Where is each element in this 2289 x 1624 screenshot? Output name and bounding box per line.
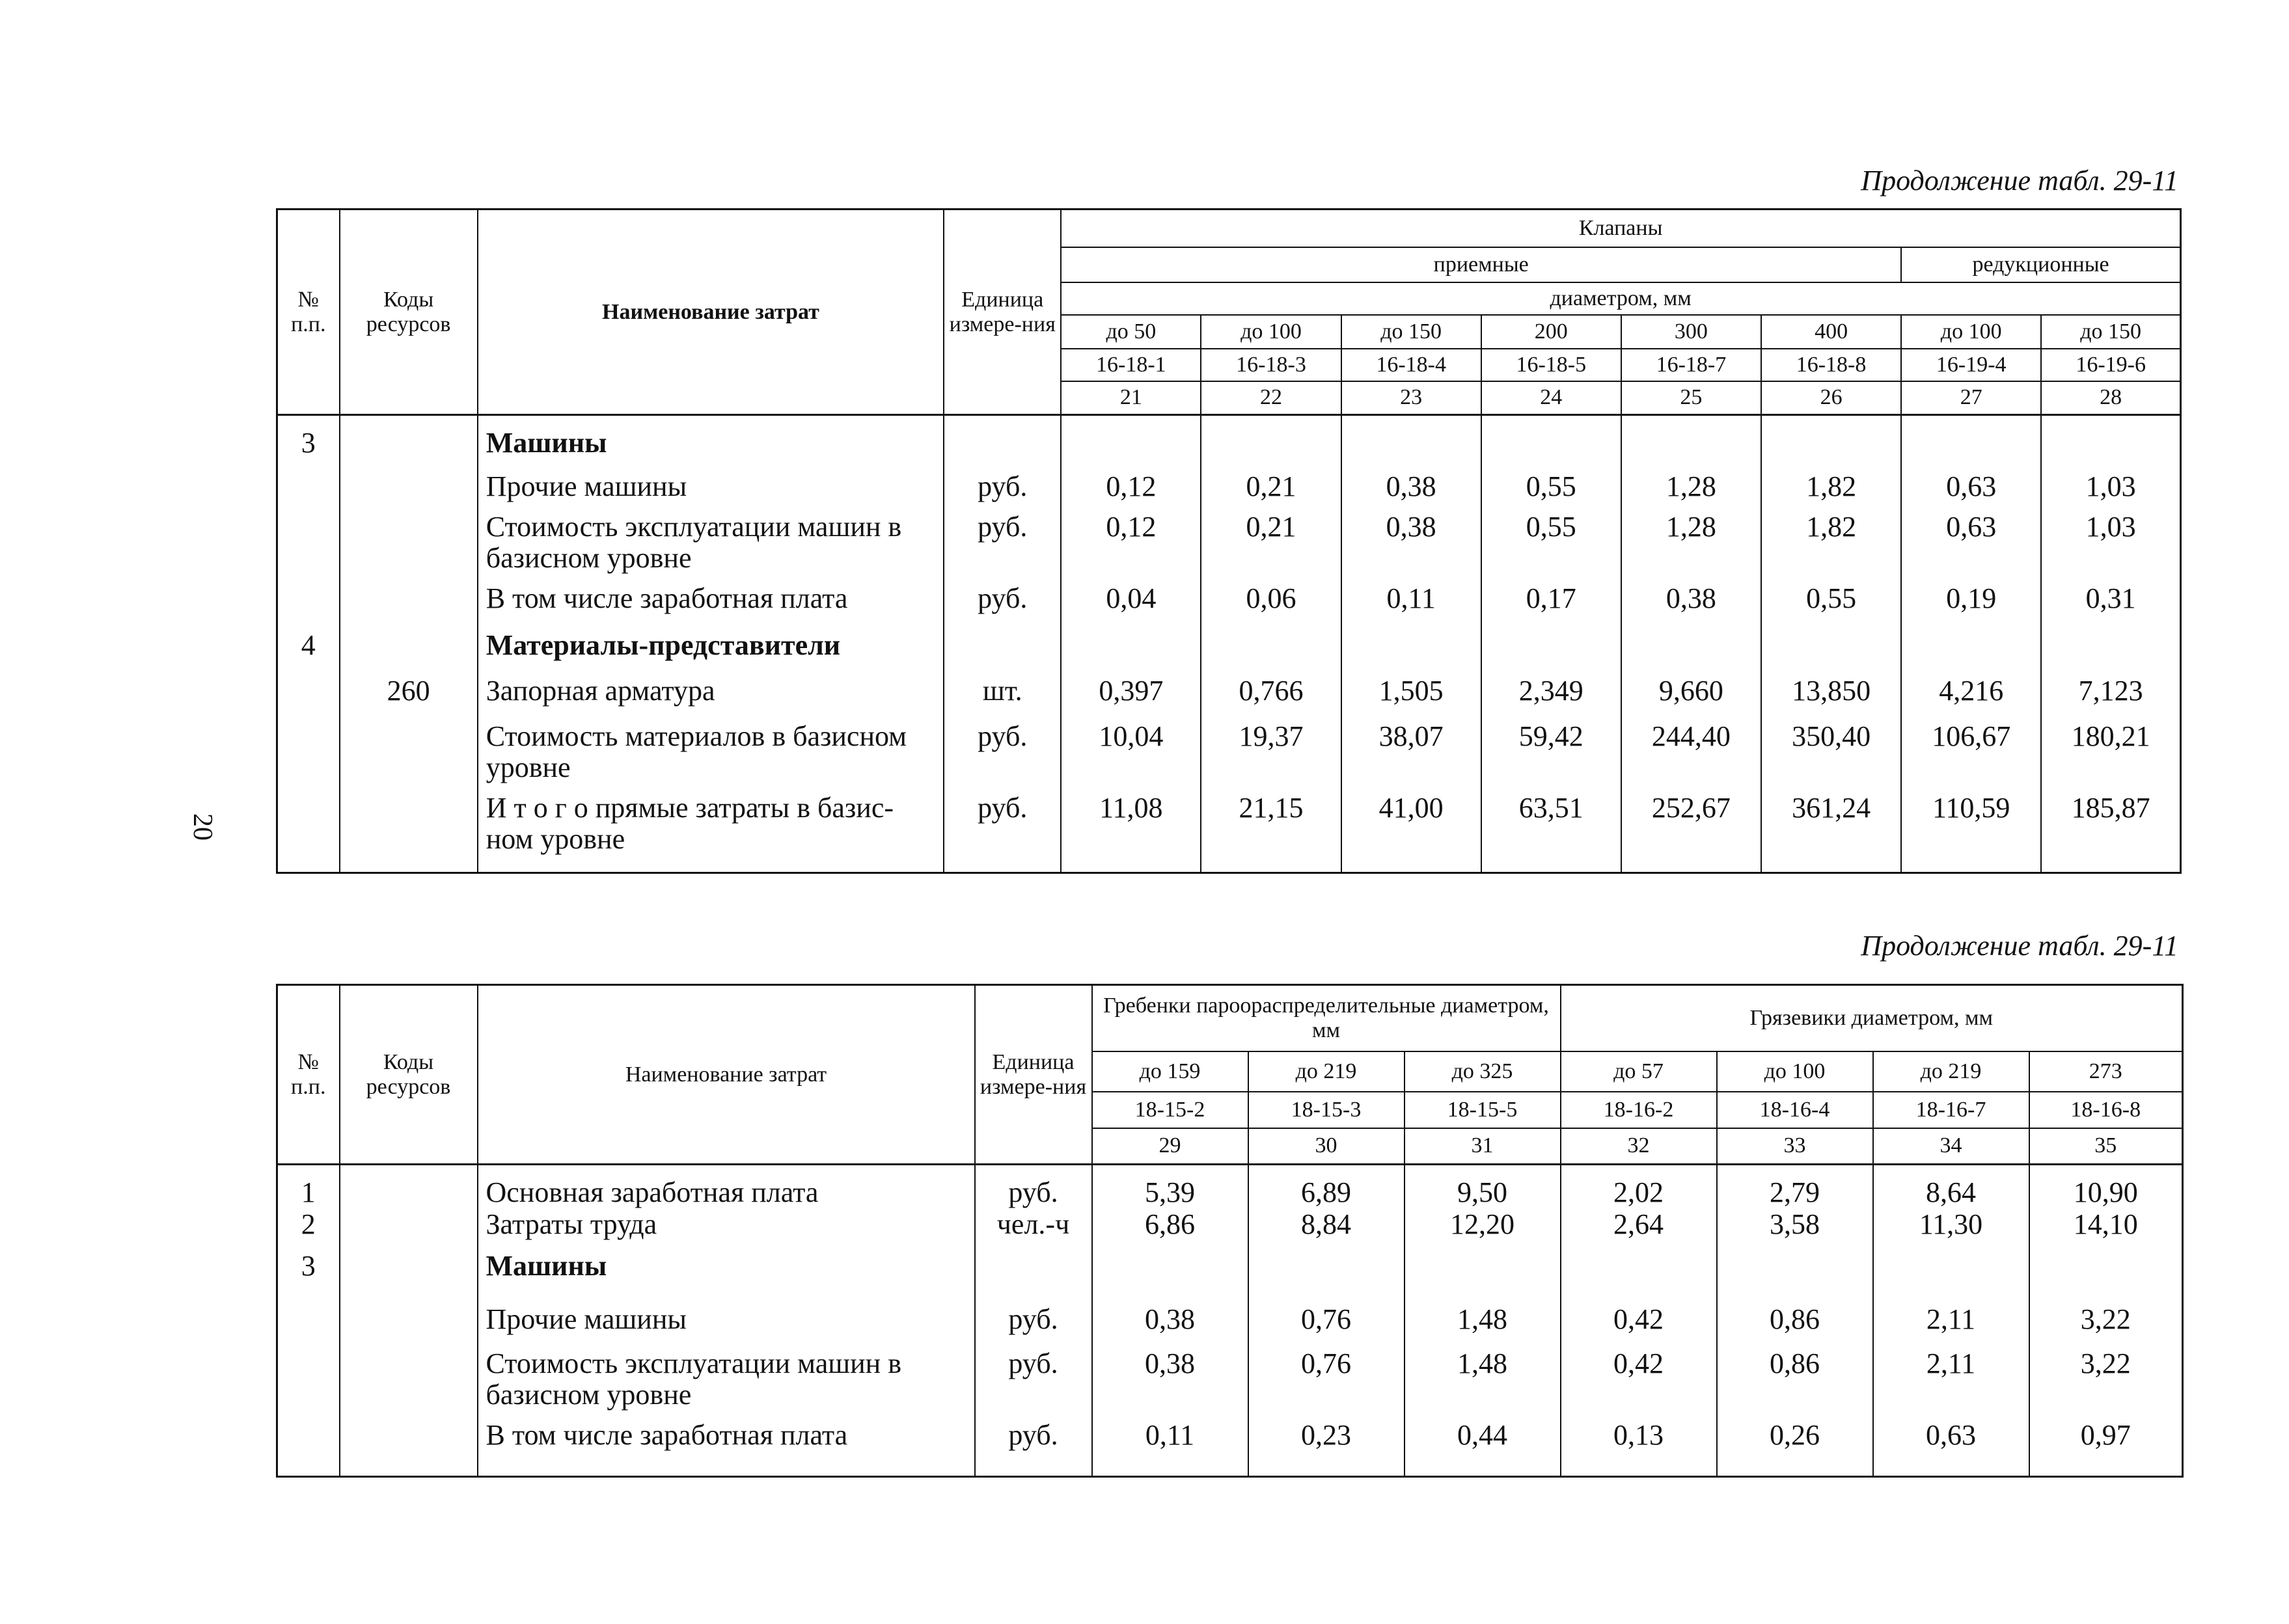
value-cell: 9,50 — [1405, 1165, 1561, 1209]
value-cell: 11,08 — [1061, 792, 1201, 873]
value-cell: 0,86 — [1717, 1304, 1873, 1348]
header-colnum-cell: 30 — [1248, 1128, 1405, 1165]
cost-name: Стоимость эксплуатации машин в базисном уровне — [478, 1348, 975, 1420]
value-cell: 2,11 — [1873, 1304, 2029, 1348]
row-number: 3 — [277, 1251, 340, 1304]
header-codes: Коды ресурсов — [340, 985, 478, 1165]
header-code-cell: 16-18-1 — [1061, 349, 1201, 381]
value-cell: 0,11 — [1341, 583, 1481, 630]
header-code-cell: 16-18-8 — [1761, 349, 1901, 381]
value-cell: 6,89 — [1248, 1165, 1405, 1209]
row-number — [277, 511, 340, 583]
header-code-cell: 18-16-4 — [1717, 1092, 1873, 1128]
header-size-cell: 400 — [1761, 315, 1901, 349]
value-cell: 0,44 — [1405, 1420, 1561, 1477]
resource-code — [340, 1165, 478, 1209]
value-cell: 0,42 — [1561, 1304, 1717, 1348]
header-colnum-cell: 22 — [1201, 381, 1341, 415]
value-cell: 106,67 — [1901, 721, 2041, 792]
header-sub-priemnye: приемные — [1061, 247, 1901, 282]
unit-of-measure: руб. — [944, 471, 1061, 511]
header-size-cell: до 159 — [1092, 1051, 1248, 1092]
value-cell: 1,82 — [1761, 511, 1901, 583]
value-cell: 41,00 — [1341, 792, 1481, 873]
cost-name: И т о г о прямые затраты в базис-ном уровне — [478, 792, 944, 873]
value-cell: 185,87 — [2041, 792, 2180, 873]
value-cell: 6,86 — [1092, 1209, 1248, 1251]
value-cell: 21,15 — [1201, 792, 1341, 873]
value-cell — [1405, 1251, 1561, 1304]
header-unit: Единица измере-ния — [944, 210, 1061, 415]
resource-code — [340, 792, 478, 873]
value-cell — [1561, 1251, 1717, 1304]
value-cell: 11,30 — [1873, 1209, 2029, 1251]
value-cell — [1341, 415, 1481, 471]
header-colnum-cell: 29 — [1092, 1128, 1248, 1165]
table-row — [277, 415, 2181, 471]
value-cell: 0,19 — [1901, 583, 2041, 630]
value-cell — [1901, 630, 2041, 675]
resource-code — [340, 415, 478, 471]
header-group-gryazeviki: Грязевики диаметром, мм — [1561, 985, 2183, 1051]
table-row — [277, 1165, 2183, 1209]
header-code-cell: 16-19-4 — [1901, 349, 2041, 381]
resource-code — [340, 471, 478, 511]
header-size-cell: 200 — [1481, 315, 1621, 349]
value-cell: 0,55 — [1481, 471, 1621, 511]
header-colnum-cell: 24 — [1481, 381, 1621, 415]
row-number: 2 — [277, 1209, 340, 1251]
value-cell — [1621, 630, 1761, 675]
value-cell: 10,04 — [1061, 721, 1201, 792]
header-size-cell: до 219 — [1873, 1051, 2029, 1092]
unit-of-measure: руб. — [944, 583, 1061, 630]
value-cell: 0,63 — [1901, 471, 2041, 511]
header-colnum-cell: 23 — [1341, 381, 1481, 415]
header-diameter: диаметром, мм — [1061, 282, 2180, 315]
value-cell: 0,38 — [1621, 583, 1761, 630]
row-number — [277, 1348, 340, 1420]
resource-code — [340, 1209, 478, 1251]
header-size-cell: до 150 — [2041, 315, 2180, 349]
value-cell — [1201, 415, 1341, 471]
header-code-cell: 18-16-8 — [2029, 1092, 2183, 1128]
resource-code — [340, 1304, 478, 1348]
value-cell: 1,03 — [2041, 471, 2180, 511]
header-colnum-cell: 33 — [1717, 1128, 1873, 1165]
header-colnum-cell: 27 — [1901, 381, 2041, 415]
table1-header — [277, 210, 2181, 415]
value-cell: 5,39 — [1092, 1165, 1248, 1209]
value-cell: 0,26 — [1717, 1420, 1873, 1477]
row-number — [277, 583, 340, 630]
unit-of-measure: руб. — [975, 1348, 1092, 1420]
header-code-cell: 16-19-6 — [2041, 349, 2180, 381]
cost-name: Материалы-представители — [478, 630, 944, 675]
cost-name: Машины — [478, 415, 944, 471]
row-number — [277, 721, 340, 792]
value-cell: 1,28 — [1621, 471, 1761, 511]
cost-name: Затраты труда — [478, 1209, 975, 1251]
value-cell: 0,63 — [1873, 1420, 2029, 1477]
value-cell: 1,48 — [1405, 1348, 1561, 1420]
value-cell — [1092, 1251, 1248, 1304]
value-cell — [1248, 1251, 1405, 1304]
cost-name: Запорная арматура — [478, 675, 944, 721]
value-cell — [1201, 630, 1341, 675]
unit-of-measure — [975, 1251, 1092, 1304]
unit-of-measure: чел.-ч — [975, 1209, 1092, 1251]
cost-name: Стоимость материалов в базисном уровне — [478, 721, 944, 792]
value-cell: 7,123 — [2041, 675, 2180, 721]
value-cell: 0,55 — [1761, 583, 1901, 630]
unit-of-measure: руб. — [975, 1420, 1092, 1477]
value-cell: 4,216 — [1901, 675, 2041, 721]
row-number: 4 — [277, 630, 340, 675]
page-number: 20 — [187, 813, 217, 841]
value-cell: 0,06 — [1201, 583, 1341, 630]
header-size-cell: 300 — [1621, 315, 1761, 349]
value-cell: 244,40 — [1621, 721, 1761, 792]
table-row — [277, 792, 2181, 873]
value-cell — [1873, 1251, 2029, 1304]
value-cell: 8,64 — [1873, 1165, 2029, 1209]
value-cell — [1341, 630, 1481, 675]
value-cell — [2029, 1251, 2183, 1304]
header-colnum-cell: 35 — [2029, 1128, 2183, 1165]
table-row — [277, 583, 2181, 630]
table1-caption: Продолжение табл. 29-11 — [1861, 165, 2178, 196]
header-name: Наименование затрат — [478, 985, 975, 1165]
value-cell — [1761, 415, 1901, 471]
value-cell: 0,766 — [1201, 675, 1341, 721]
value-cell: 0,38 — [1341, 471, 1481, 511]
unit-of-measure: руб. — [944, 721, 1061, 792]
value-cell — [1621, 415, 1761, 471]
header-code-cell: 16-18-3 — [1201, 349, 1341, 381]
value-cell: 0,55 — [1481, 511, 1621, 583]
value-cell: 0,76 — [1248, 1304, 1405, 1348]
value-cell — [1481, 630, 1621, 675]
resource-code — [340, 630, 478, 675]
value-cell — [1761, 630, 1901, 675]
header-code-cell: 18-16-7 — [1873, 1092, 2029, 1128]
unit-of-measure — [944, 415, 1061, 471]
value-cell: 13,850 — [1761, 675, 1901, 721]
value-cell: 59,42 — [1481, 721, 1621, 792]
cost-name: Машины — [478, 1251, 975, 1304]
value-cell: 38,07 — [1341, 721, 1481, 792]
unit-of-measure: шт. — [944, 675, 1061, 721]
value-cell: 0,397 — [1061, 675, 1201, 721]
value-cell: 0,12 — [1061, 511, 1201, 583]
header-code-cell: 18-15-2 — [1092, 1092, 1248, 1128]
table-row — [277, 1251, 2183, 1304]
cost-name: Прочие машины — [478, 1304, 975, 1348]
value-cell — [1901, 415, 2041, 471]
resource-code: 260 — [340, 675, 478, 721]
value-cell — [1061, 630, 1201, 675]
value-cell: 1,03 — [2041, 511, 2180, 583]
cost-name: Стоимость эксплуатации машин в базисном уровне — [478, 511, 944, 583]
header-group: Клапаны — [1061, 210, 2180, 247]
value-cell: 12,20 — [1405, 1209, 1561, 1251]
header-size-cell: до 219 — [1248, 1051, 1405, 1092]
header-colnum-cell: 21 — [1061, 381, 1201, 415]
unit-of-measure: руб. — [975, 1304, 1092, 1348]
resource-code — [340, 1348, 478, 1420]
table-row — [277, 1348, 2183, 1420]
header-size-cell: 273 — [2029, 1051, 2183, 1092]
header-code-cell: 16-18-7 — [1621, 349, 1761, 381]
header-codes: Коды ресурсов — [340, 210, 478, 415]
value-cell: 2,02 — [1561, 1165, 1717, 1209]
value-cell: 10,90 — [2029, 1165, 2183, 1209]
table2-caption: Продолжение табл. 29-11 — [1861, 930, 2178, 962]
value-cell — [1481, 415, 1621, 471]
value-cell: 1,28 — [1621, 511, 1761, 583]
value-cell: 1,48 — [1405, 1304, 1561, 1348]
cost-name: В том числе заработная плата — [478, 1420, 975, 1477]
value-cell: 0,23 — [1248, 1420, 1405, 1477]
header-num: № п.п. — [277, 985, 340, 1165]
table-row — [277, 630, 2181, 675]
row-number — [277, 1420, 340, 1477]
cost-table-1 — [276, 208, 2182, 874]
value-cell: 0,76 — [1248, 1348, 1405, 1420]
resource-code — [340, 721, 478, 792]
cost-name: Прочие машины — [478, 471, 944, 511]
value-cell: 361,24 — [1761, 792, 1901, 873]
row-number: 1 — [277, 1165, 340, 1209]
header-unit: Единица измере-ния — [975, 985, 1092, 1165]
cost-table-2 — [276, 984, 2184, 1478]
value-cell: 2,79 — [1717, 1165, 1873, 1209]
value-cell: 1,505 — [1341, 675, 1481, 721]
header-size-cell: до 50 — [1061, 315, 1201, 349]
value-cell: 63,51 — [1481, 792, 1621, 873]
value-cell — [2041, 630, 2180, 675]
value-cell: 8,84 — [1248, 1209, 1405, 1251]
header-colnum-cell: 28 — [2041, 381, 2180, 415]
table2-body — [277, 1165, 2183, 1477]
header-colnum-cell: 26 — [1761, 381, 1901, 415]
value-cell: 350,40 — [1761, 721, 1901, 792]
resource-code — [340, 1251, 478, 1304]
value-cell — [1061, 415, 1201, 471]
header-code-cell: 18-15-3 — [1248, 1092, 1405, 1128]
unit-of-measure: руб. — [975, 1165, 1092, 1209]
header-size-cell: до 100 — [1901, 315, 2041, 349]
header-group-grebenki: Гребенки пароораспределительные диаметром, мм — [1092, 985, 1561, 1051]
table-row — [277, 511, 2181, 583]
row-number: 3 — [277, 415, 340, 471]
value-cell: 2,11 — [1873, 1348, 2029, 1420]
value-cell: 0,21 — [1201, 471, 1341, 511]
unit-of-measure: руб. — [944, 792, 1061, 873]
row-number — [277, 675, 340, 721]
value-cell: 180,21 — [2041, 721, 2180, 792]
resource-code — [340, 511, 478, 583]
row-number — [277, 1304, 340, 1348]
value-cell — [2041, 415, 2180, 471]
resource-code — [340, 1420, 478, 1477]
unit-of-measure: руб. — [944, 511, 1061, 583]
value-cell: 0,63 — [1901, 511, 2041, 583]
value-cell: 252,67 — [1621, 792, 1761, 873]
table-row — [277, 471, 2181, 511]
value-cell: 0,38 — [1092, 1348, 1248, 1420]
header-sub-redukcionnye: редукционные — [1901, 247, 2180, 282]
table-row — [277, 1209, 2183, 1251]
value-cell: 0,97 — [2029, 1420, 2183, 1477]
value-cell: 0,17 — [1481, 583, 1621, 630]
row-number — [277, 471, 340, 511]
header-code-cell: 16-18-5 — [1481, 349, 1621, 381]
header-colnum-cell: 32 — [1561, 1128, 1717, 1165]
header-num: № п.п. — [277, 210, 340, 415]
cost-name: Основная заработная плата — [478, 1165, 975, 1209]
table-row — [277, 721, 2181, 792]
row-number — [277, 792, 340, 873]
header-size-cell: до 150 — [1341, 315, 1481, 349]
table1-body — [277, 415, 2181, 873]
value-cell: 14,10 — [2029, 1209, 2183, 1251]
value-cell: 0,31 — [2041, 583, 2180, 630]
table2-header — [277, 985, 2183, 1165]
header-colnum-cell: 31 — [1405, 1128, 1561, 1165]
header-size-cell: до 325 — [1405, 1051, 1561, 1092]
value-cell: 0,04 — [1061, 583, 1201, 630]
value-cell: 9,660 — [1621, 675, 1761, 721]
value-cell: 0,13 — [1561, 1420, 1717, 1477]
header-size-cell: до 57 — [1561, 1051, 1717, 1092]
cost-name: В том числе заработная плата — [478, 583, 944, 630]
value-cell: 0,21 — [1201, 511, 1341, 583]
value-cell: 2,64 — [1561, 1209, 1717, 1251]
value-cell — [1717, 1251, 1873, 1304]
value-cell: 0,11 — [1092, 1420, 1248, 1477]
value-cell: 3,58 — [1717, 1209, 1873, 1251]
resource-code — [340, 583, 478, 630]
value-cell: 0,38 — [1341, 511, 1481, 583]
value-cell: 19,37 — [1201, 721, 1341, 792]
header-size-cell: до 100 — [1201, 315, 1341, 349]
value-cell: 1,82 — [1761, 471, 1901, 511]
header-code-cell: 16-18-4 — [1341, 349, 1481, 381]
value-cell: 0,38 — [1092, 1304, 1248, 1348]
header-colnum-cell: 34 — [1873, 1128, 2029, 1165]
header-code-cell: 18-15-5 — [1405, 1092, 1561, 1128]
value-cell: 0,42 — [1561, 1348, 1717, 1420]
value-cell: 2,349 — [1481, 675, 1621, 721]
table-row — [277, 1304, 2183, 1348]
value-cell: 3,22 — [2029, 1304, 2183, 1348]
header-size-cell: до 100 — [1717, 1051, 1873, 1092]
table-row — [277, 1420, 2183, 1477]
value-cell: 0,86 — [1717, 1348, 1873, 1420]
unit-of-measure — [944, 630, 1061, 675]
table-row — [277, 675, 2181, 721]
header-code-cell: 18-16-2 — [1561, 1092, 1717, 1128]
value-cell: 110,59 — [1901, 792, 2041, 873]
header-colnum-cell: 25 — [1621, 381, 1761, 415]
value-cell: 3,22 — [2029, 1348, 2183, 1420]
value-cell: 0,12 — [1061, 471, 1201, 511]
header-name: Наименование затрат — [478, 210, 944, 415]
